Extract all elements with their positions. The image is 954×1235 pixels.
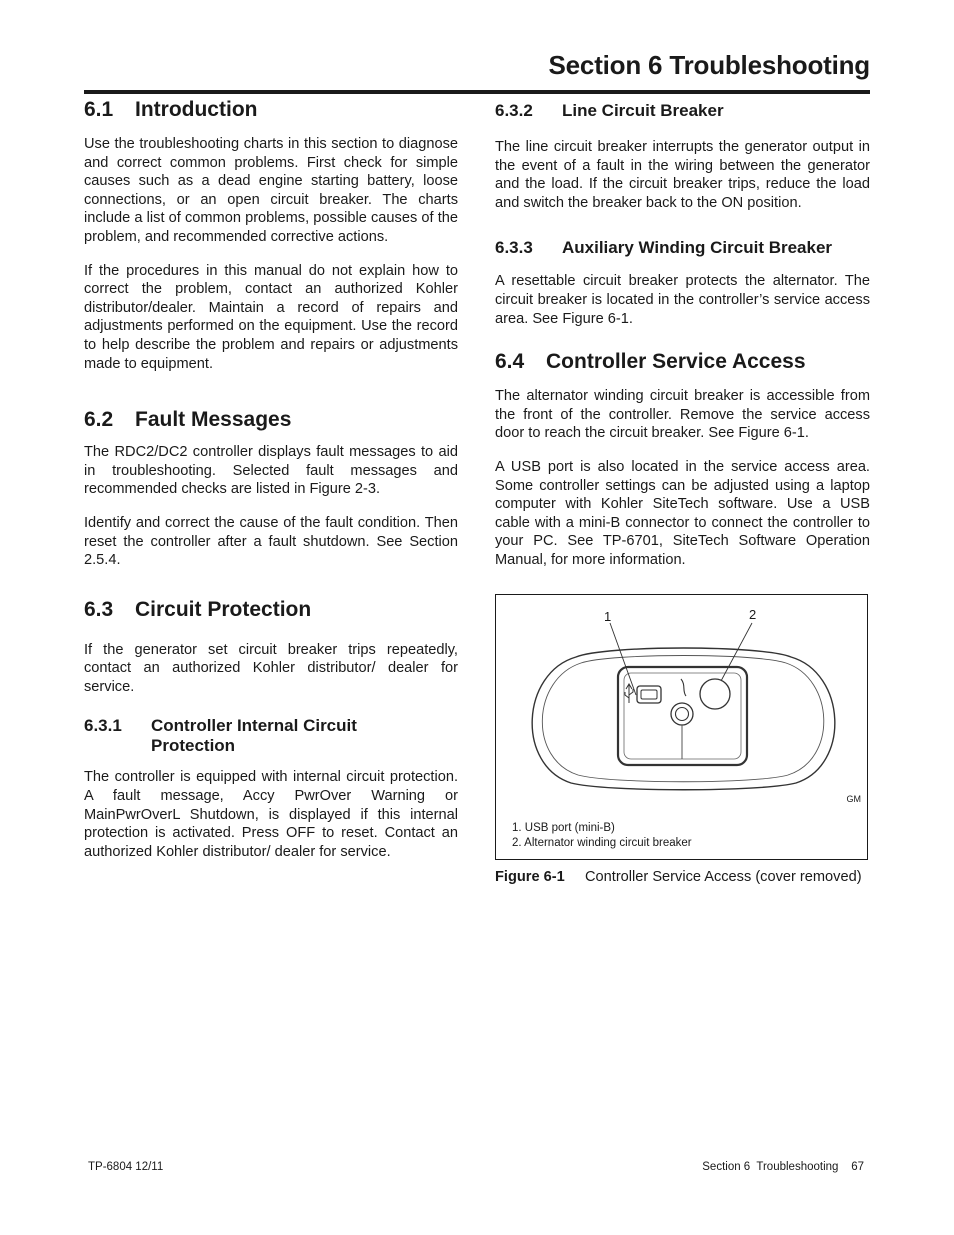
intro-paragraph-1: Use the troubleshooting charts in this section to diagnose and correct common problems. First check for simple causes such as a dead engine starting battery, loose connections, or an open circuit breaker. The charts include a list of common problems, possible causes of the problem, and recommended corrective actions.: [84, 136, 458, 245]
header-rule: [84, 90, 870, 94]
heading-number: 6.3.1: [84, 716, 122, 736]
heading-6-2: [84, 408, 458, 432]
heading-number: 6.2: [84, 408, 114, 432]
heading-number: 6.3: [84, 597, 114, 621]
fault-paragraph-1: The RDC2/DC2 controller displays fault messages to aid in troubleshooting. Selected fault messages and recommended checks are listed in Figure 2-3.: [84, 444, 458, 498]
heading-title: Auxiliary Winding Circuit Breaker: [562, 238, 833, 258]
heading-6-3-2: [495, 101, 870, 121]
heading-title: Fault Messages: [135, 408, 292, 432]
circuit-breaker-button: [700, 679, 730, 709]
heading-title: Introduction: [135, 98, 258, 121]
page-title: Section 6 Troubleshooting: [548, 50, 870, 80]
figure-6-1: [495, 594, 868, 860]
heading-number: 6.3.2: [495, 101, 533, 120]
figure-caption: [495, 868, 870, 887]
access-screw: [671, 703, 693, 725]
line-paragraph-1: The line circuit breaker interrupts the generator output in the event of a fault in the wiring between the generator and the load. If the circuit breaker trips, reduce the load and switch the breaker back to the ON position.: [495, 139, 870, 211]
heading-title: Controller Service Access: [546, 350, 806, 374]
heading-6-1: [84, 98, 458, 122]
legend-item-2: 2. Alternator winding circuit breaker: [512, 837, 692, 849]
heading-6-4: [495, 350, 870, 374]
heading-title-line-2: Protection: [151, 736, 236, 756]
heading-6-3-3: [495, 238, 870, 258]
right-column: [495, 96, 870, 570]
caption-label: Figure 6-1: [495, 869, 565, 885]
left-column: [84, 96, 458, 861]
figure-code: GM: [846, 794, 861, 804]
heading-number: 6.4: [495, 350, 525, 374]
figure-legend: [512, 821, 692, 851]
fault-paragraph-2: Identify and correct the cause of the fault condition. Then reset the controller after a fault shutdown. See Section 2.5.4.: [84, 514, 458, 569]
circuit-paragraph-1: If the generator set circuit breaker trips repeatedly, contact an authorized Kohler distributor/ dealer for service.: [84, 641, 458, 695]
internal-paragraph-1: The controller is equipped with internal circuit protection. A fault message, Accy PwrOver Warning or MainPwrOverL Shutdown, is displayed if this internal protection is activated. Press OFF to reset. Contact an authorized Kohler distributor/ dealer for service.: [84, 769, 458, 860]
heading-6-3-1: [84, 716, 458, 756]
heading-title: Circuit Protection: [135, 597, 312, 621]
heading-title: Line Circuit Breaker: [562, 101, 724, 120]
access-paragraph-2: A USB port is also located in the service access area. Some controller settings can be adjusted using a laptop computer with Kohler SiteTech software. Use a USB cable with a mini-B connector to connect the controller to your PC. See TP-6701, SiteTech Software Operation Manual, for more information.: [495, 458, 870, 568]
heading-number: 6.3.3: [495, 238, 533, 258]
aux-paragraph-1: A resettable circuit breaker protects the alternator. The circuit breaker is located in the controller’s service access area. See Figure 6-1.: [495, 273, 870, 327]
heading-title-line-1: Controller Internal Circuit: [151, 716, 357, 736]
caption-text: Controller Service Access (cover removed): [585, 869, 862, 885]
heading-number: 6.1: [84, 98, 114, 121]
access-paragraph-1: The alternator winding circuit breaker is accessible from the front of the controller. Remove the service access door to reach the circuit breaker. See Figure 6-1.: [495, 388, 870, 442]
footer-page: Section 6 Troubleshooting 67: [702, 1161, 864, 1173]
legend-item-1: 1. USB port (mini-B): [512, 822, 615, 834]
callout-1: 1: [604, 609, 612, 624]
intro-paragraph-2: If the procedures in this manual do not explain how to correct the problem, contact an authorized Kohler distributor/dealer. Maintain a record of repairs and adjustments performed on the equipment. Use the record to help describe the problem and repairs or adjustments made to equipment.: [84, 262, 458, 372]
callout-2: 2: [749, 607, 757, 622]
heading-title: [151, 716, 357, 756]
footer-doc-id: TP-6804 12/11: [88, 1161, 164, 1173]
heading-6-3: [84, 598, 458, 622]
